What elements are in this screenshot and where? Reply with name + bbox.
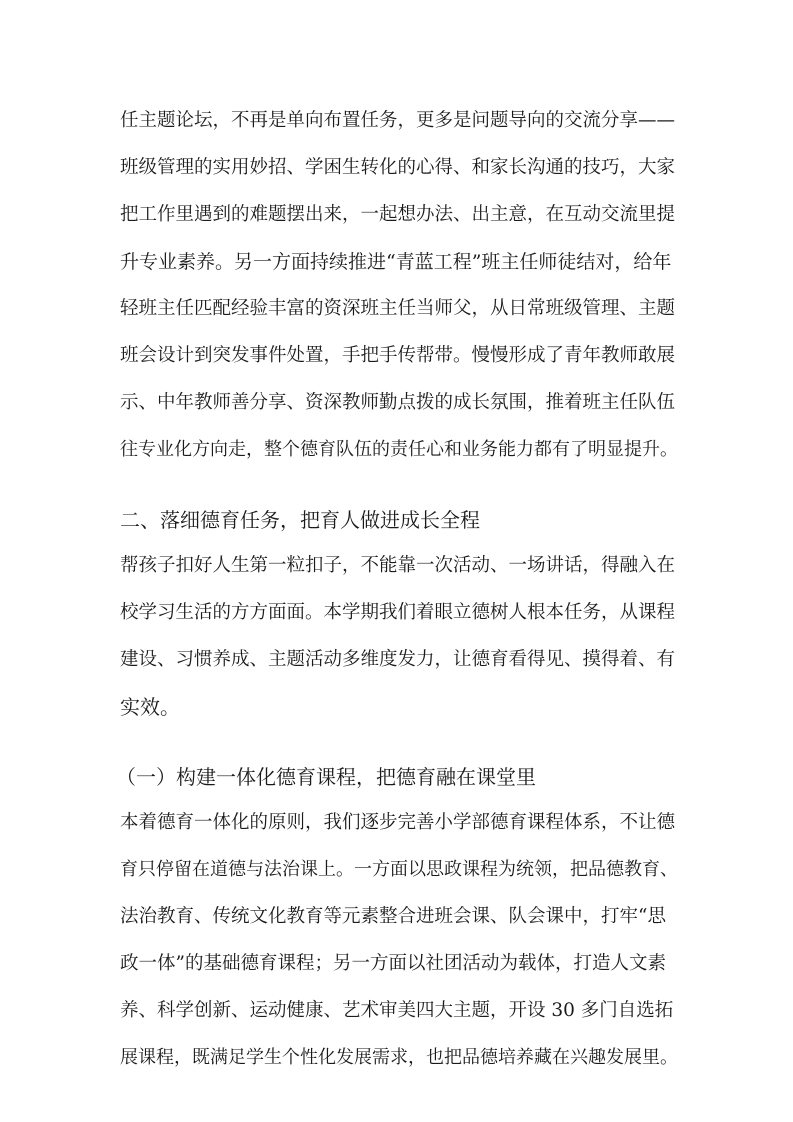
paragraph-line: 示、中年教师善分享、资深教师勤点拨的成长氛围，推着班主任队伍 [120,392,676,413]
paragraph-line: 往专业化方向走，整个德育队伍的责任心和业务能力都有了明显提升。 [120,439,678,460]
paragraph-line: 升专业素养。另一方面持续推进“青蓝工程”班主任师徒结对，给年 [120,251,672,273]
paragraph-line: 本着德育一体化的原则，我们逐步完善小学部德育课程体系，不让德 [120,812,676,833]
paragraph-line: 班级管理的实用妙招、学困生转化的心得、和家长沟通的技巧，大家 [120,157,676,178]
paragraph-line: 把工作里遇到的难题摆出来，一起想办法、出主意，在互动交流里提 [120,204,676,225]
paragraph-line: 展课程，既满足学生个性化发展需求，也把品德培养藏在兴趣发展里。 [120,1047,678,1068]
paragraph-line: 政一体”的基础德育课程；另一方面以社团活动为载体，打造人文素 [120,953,666,974]
paragraph-line: 轻班主任匹配经验丰富的资深班主任当师父，从日常班级管理、主题 [120,298,676,319]
paragraph-line: 实效。 [120,695,180,719]
paragraph-line: 校学习生活的方方面面。本学期我们着眼立德树人根本任务，从课程 [120,602,676,623]
paragraph-line: 班会设计到突发事件处置，手把手传帮带。慢慢形成了青年教师敢展 [120,345,676,366]
section-heading: 二、落细德育任务，把育人做进成长全程 [120,508,480,532]
paragraph-line: 养、科学创新、运动健康、艺术审美四大主题，开设 30 多门自选拓 [120,1000,674,1021]
paragraph-line: 育只停留在道德与法治课上。一方面以思政课程为统领，把品德教育、 [120,859,678,880]
paragraph-line: 任主题论坛，不再是单向布置任务，更多是问题导向的交流分享—— [120,110,676,131]
subsection-heading: （一）构建一体化德育课程，把德育融在课堂里 [116,765,536,789]
paragraph-line: 建设、习惯养成、主题活动多维度发力，让德育看得见、摸得着、有 [120,649,676,670]
paragraph-line: 帮孩子扣好人生第一粒扣子，不能靠一次活动、一场讲话，得融入在 [120,555,676,576]
paragraph-line: 法治教育、传统文化教育等元素整合进班会课、队会课中，打牢“思 [120,906,666,927]
